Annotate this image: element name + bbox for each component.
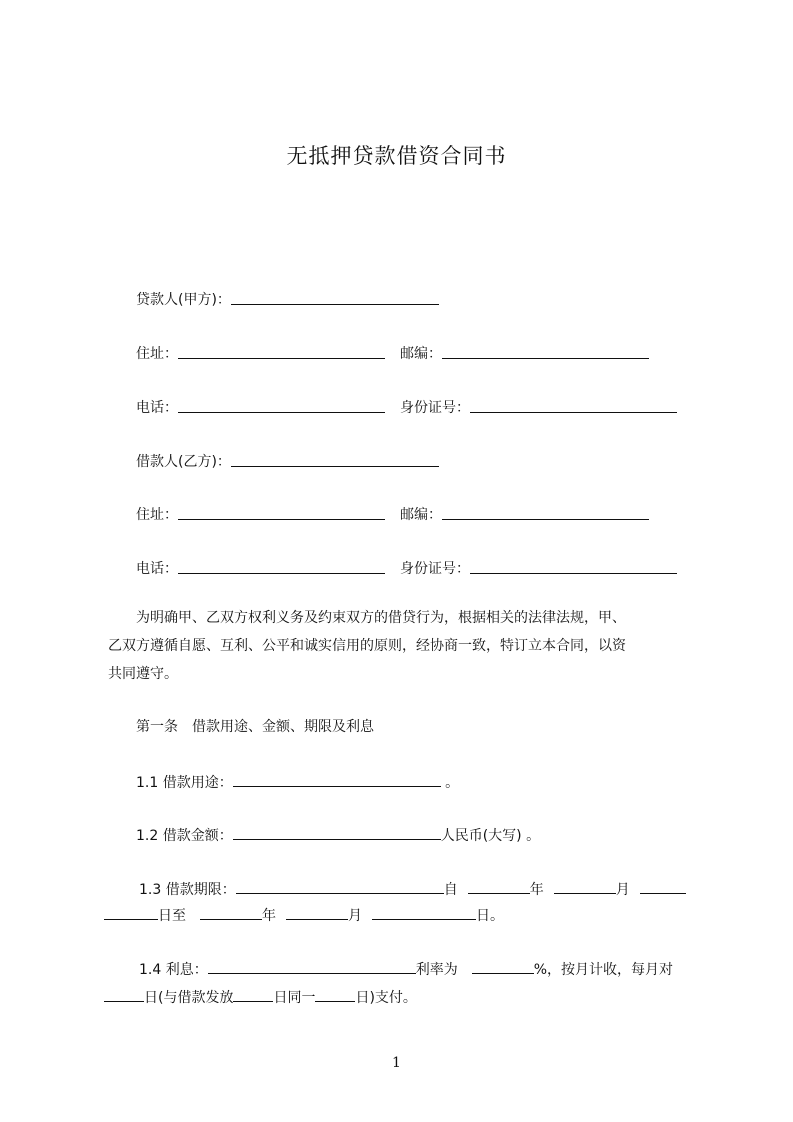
borrower-id-field[interactable]: [470, 559, 677, 574]
borrower-postcode-field[interactable]: [442, 505, 649, 520]
term-row-2: [104, 905, 504, 926]
lender-name-field[interactable]: [231, 290, 439, 305]
borrower-phone-row: [136, 559, 385, 579]
lender-phone-row: [136, 398, 385, 418]
amount-suffix: 人民币(大写) 。: [440, 828, 541, 844]
end-year-field[interactable]: [200, 905, 262, 920]
end-year-unit: 年: [262, 908, 276, 924]
amount-label: 1.2 借款金额：: [136, 828, 233, 844]
amount-row: [136, 825, 540, 846]
same-day-text: 日同一: [273, 990, 316, 1006]
preamble-line-1: 为明确甲、乙双方权利义务及约束双方的借贷行为，根据相关的法律法规，甲、: [136, 610, 626, 626]
pay-end-text: 日)支付。: [355, 990, 417, 1006]
borrower-address-field[interactable]: [178, 505, 385, 520]
purpose-suffix: 。: [440, 775, 460, 791]
preamble-line-2: 乙双方遵循自愿、互利、公平和诚实信用的原则，经协商一致，特订立本合同，以资: [108, 638, 626, 654]
borrower-id-row: [400, 559, 677, 579]
start-year-field[interactable]: [468, 879, 530, 894]
end-month-field[interactable]: [286, 905, 348, 920]
preamble-line-3: 共同遵守。: [108, 666, 178, 682]
borrower-postcode-label: 邮编：: [400, 507, 442, 523]
lender-id-label: 身份证号：: [400, 400, 470, 416]
rate-field[interactable]: [472, 959, 534, 974]
start-day-field-part1[interactable]: [640, 879, 686, 894]
end-day-unit: 日。: [476, 908, 504, 924]
term-label: 1.3 借款期限：: [139, 882, 236, 898]
pay-day-text: 日(与借款发放: [144, 990, 234, 1006]
corresponding-day-field[interactable]: [315, 987, 355, 1002]
rate-suffix: %，按月计收，每月对: [533, 962, 674, 978]
pay-day-field[interactable]: [104, 987, 144, 1002]
article-1-heading: 第一条 借款用途、金额、期限及利息: [136, 719, 374, 735]
interest-row-1: [139, 959, 673, 980]
start-month-field[interactable]: [554, 879, 616, 894]
amount-field[interactable]: [233, 825, 441, 840]
start-year-unit: 年: [529, 882, 544, 898]
term-row-1: [139, 879, 686, 900]
borrower-name-field[interactable]: [231, 452, 439, 467]
page-title: 无抵押贷款借资合同书: [286, 144, 507, 168]
interest-row-2: [104, 987, 417, 1008]
purpose-label: 1.1 借款用途：: [136, 775, 233, 791]
purpose-row: [136, 772, 459, 793]
purpose-field[interactable]: [233, 772, 441, 787]
start-day-field-part2[interactable]: [104, 905, 158, 920]
borrower-name-row: [136, 452, 439, 472]
end-day-field[interactable]: [372, 905, 476, 920]
start-month-unit: 月: [615, 882, 630, 898]
lender-id-field[interactable]: [470, 398, 677, 413]
lender-label: 贷款人(甲方)：: [136, 292, 231, 308]
interest-label: 1.4 利息：: [139, 962, 208, 978]
disburse-day-field[interactable]: [233, 987, 273, 1002]
lender-address-field[interactable]: [178, 344, 385, 359]
end-month-unit: 月: [348, 908, 362, 924]
term-from: 自: [443, 882, 458, 898]
borrower-id-label: 身份证号：: [400, 561, 470, 577]
borrower-address-row: [136, 505, 385, 525]
term-field[interactable]: [236, 879, 444, 894]
interest-field[interactable]: [208, 959, 416, 974]
lender-phone-field[interactable]: [178, 398, 385, 413]
borrower-label: 借款人(乙方)：: [136, 454, 231, 470]
borrower-phone-label: 电话：: [136, 561, 178, 577]
lender-postcode-label: 邮编：: [400, 346, 442, 362]
lender-id-row: [400, 398, 677, 418]
lender-postcode-row: [400, 344, 649, 364]
lender-name-row: [136, 290, 439, 310]
borrower-postcode-row: [400, 505, 649, 525]
lender-postcode-field[interactable]: [442, 344, 649, 359]
borrower-phone-field[interactable]: [178, 559, 385, 574]
term-day-to: 日至: [158, 908, 186, 924]
page-number: 1: [392, 1055, 401, 1071]
lender-phone-label: 电话：: [136, 400, 178, 416]
lender-address-label: 住址：: [136, 346, 178, 362]
lender-address-row: [136, 344, 385, 364]
rate-label: 利率为: [415, 962, 458, 978]
borrower-address-label: 住址：: [136, 507, 178, 523]
